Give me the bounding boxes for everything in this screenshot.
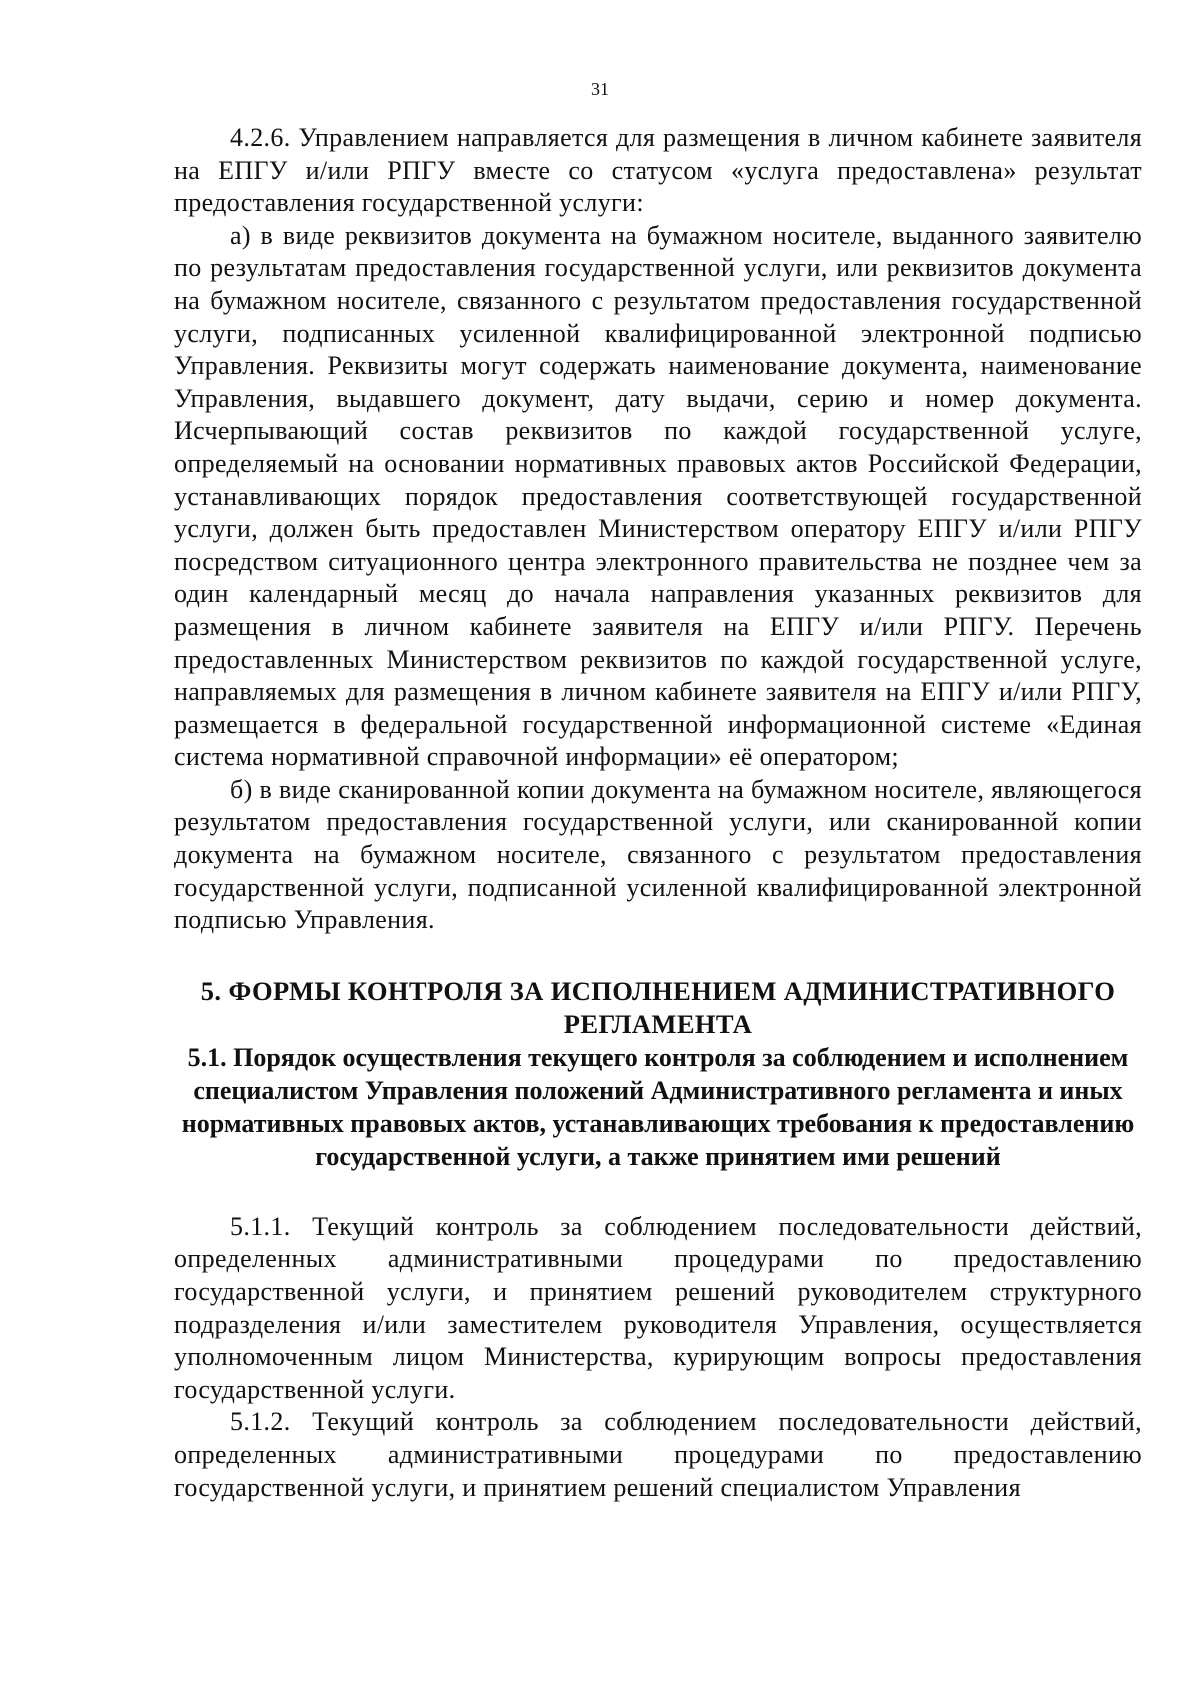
paragraph-4-2-6: 4.2.6. Управлением направляется для размещения в личном кабинете заявителя на ЕПГУ и/или РПГУ вместе со статусом «услуга предоставлена» результат предоставления государственной услуги: — [174, 123, 1142, 218]
section-heading: 5. ФОРМЫ КОНТРОЛЯ ЗА ИСПОЛНЕНИЕМ АДМИНИСТРАТИВНОГО РЕГЛАМЕНТА — [200, 975, 1116, 1039]
subsection-heading: 5.1. Порядок осуществления текущего контроля за соблюдением и исполнением специалистом Управления положений Административного регламента и иных нормативных правовых актов, устанавливающих требования к предоставлению государственной услуги, а также принятием ими решений — [181, 1042, 1135, 1171]
page-number: 31 — [591, 79, 609, 99]
paragraph-item-a: а) в виде реквизитов документа на бумажном носителе, выданного заявителю по результатам предоставления государственной услуги, или реквизитов документа на бумажном носителе, связанного с результатом предоставления государственной услуги, подписанных усиленной квалифицированной электронной подписью Управления. Реквизиты могут содержать наименование документа, наименование Управления, выдавшего документ, дату выдачи, серию и номер документа. Исчерпывающий состав реквизитов по каждой государственной услуге, определяемый на основании нормативных правовых актов Российской Федерации, устанавливающих порядок предоставления соответствующей государственной услуги, должен быть предоставлен Министерством оператору ЕПГУ и/или РПГУ посредством ситуационного центра электронного правительства не позднее чем за один календарный месяц до начала направления указанных реквизитов для размещения в личном кабинете заявителя на ЕПГУ и/или РПГУ. Перечень предоставленных Министерством реквизитов по каждой государственной услуге, направляемых для размещения в личном кабинете заявителя на ЕПГУ и/или РПГУ, размещается в федеральной государственной информационной системе «Единая система нормативной справочной информации» её оператором; — [174, 220, 1142, 772]
spacer — [174, 1173, 1142, 1211]
document-body — [174, 122, 1142, 1504]
paragraph-item-b: б) в виде сканированной копии документа на бумажном носителе, являющегося результатом предоставления государственной услуги, или сканированной копии документа на бумажном носителе, связанного с результатом предоставления государственной услуги, подписанной усиленной квалифицированной электронной подписью Управления. — [174, 774, 1142, 935]
paragraph-5-1-2: 5.1.2. Текущий контроль за соблюдением последовательности действий, определенных административными процедурами по предоставлению государственной услуги, и принятием решений специалистом Управления — [174, 1407, 1142, 1502]
paragraph-5-1-1: 5.1.1. Текущий контроль за соблюдением последовательности действий, определенных административными процедурами по предоставлению государственной услуги, и принятием решений руководителем структурного подразделения и/или заместителем руководителя Управления, осуществляется уполномоченным лицом Министерства, курирующим вопросы предоставления государственной услуги. — [174, 1211, 1142, 1404]
